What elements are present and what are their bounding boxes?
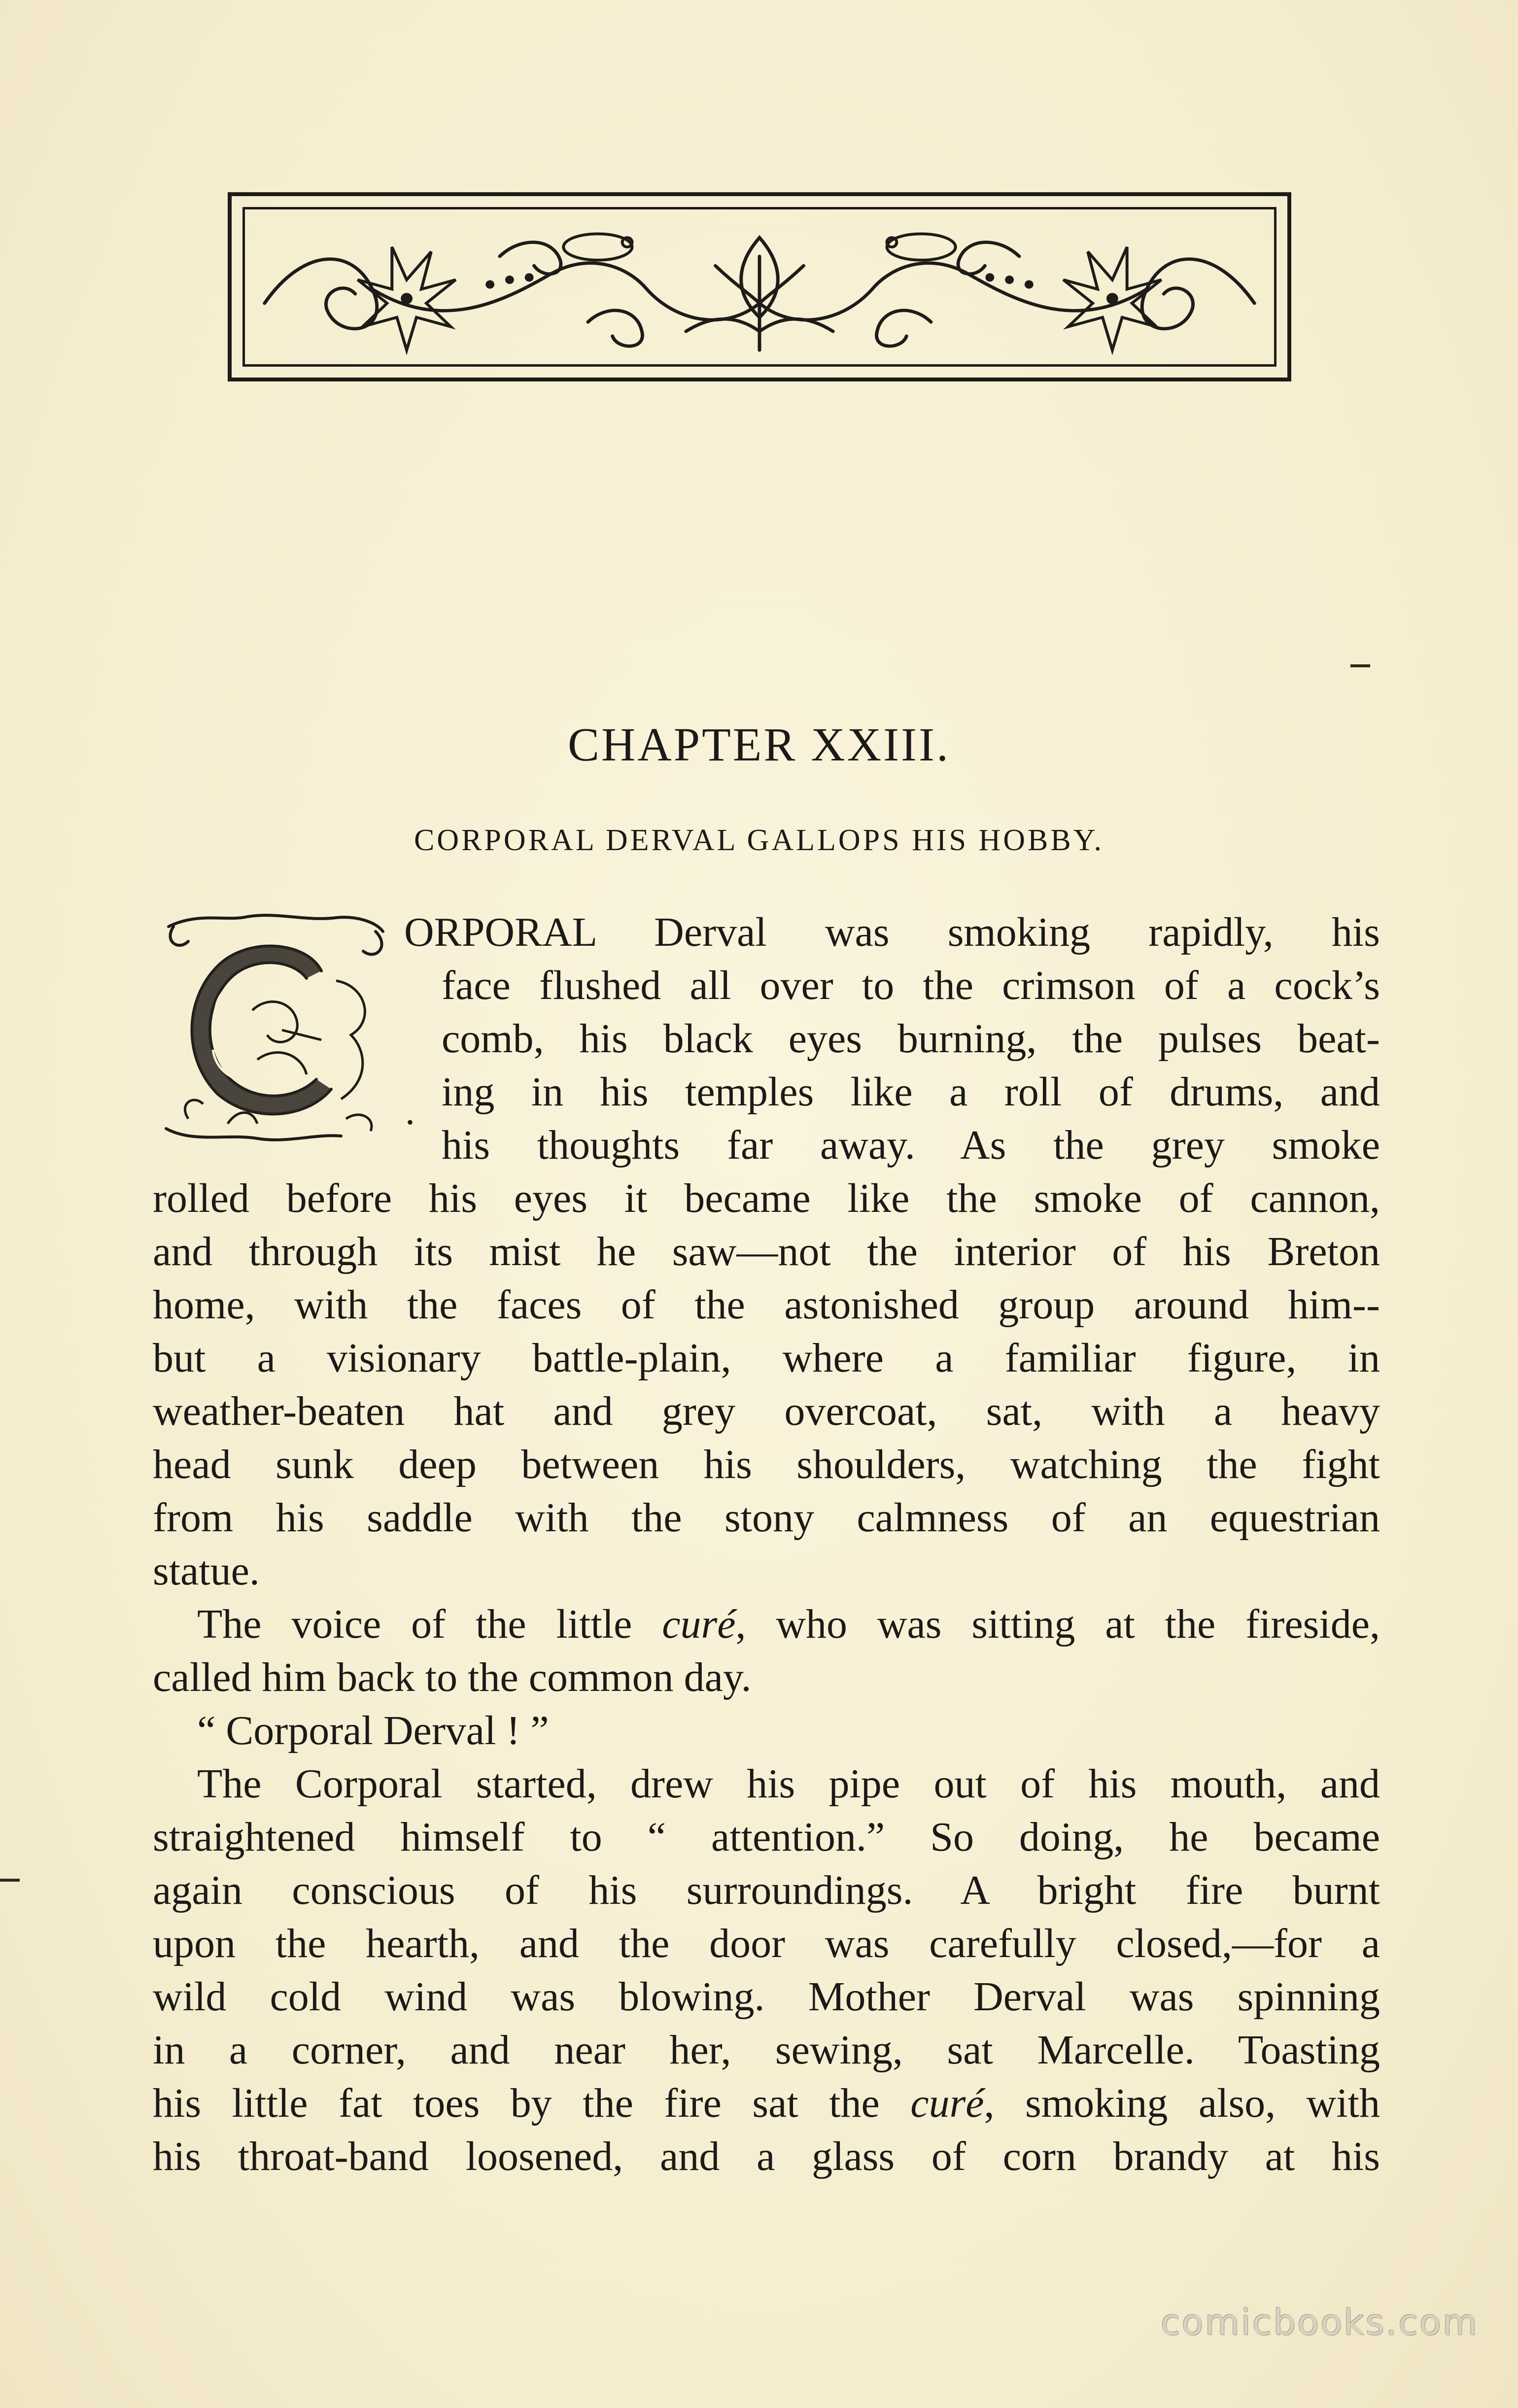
text-line: in a corner, and near her, sewing, sat Marcelle. Toasting [153, 2027, 1380, 2073]
text-line: weather-beaten hat and grey overcoat, sat, with a heavy [153, 1388, 1380, 1434]
stray-mark: . [405, 1090, 415, 1133]
floral-scroll-icon [245, 209, 1274, 364]
text-line: upon the hearth, and the door was carefully closed,—for a [153, 1921, 1380, 1966]
margin-mark [1350, 664, 1370, 667]
chapter-head-ornament [228, 192, 1291, 381]
text-line: his throat-band loosened, and a glass of corn brandy at his [153, 2133, 1380, 2179]
text-line: but a visionary battle-plain, where a familiar figure, in [153, 1335, 1380, 1381]
decorated-initial-c [159, 912, 390, 1143]
text-line: his thoughts far away. As the grey smoke [442, 1122, 1380, 1168]
text-line: head sunk deep between his shoulders, watching the fight [153, 1442, 1380, 1487]
text-line: rolled before his eyes it became like the smoke of cannon, [153, 1175, 1380, 1221]
text-line: home, with the faces of the astonished group around him-- [153, 1282, 1380, 1328]
chapter-subtitle: CORPORAL DERVAL GALLOPS HIS HOBBY. [414, 824, 1104, 857]
margin-mark [0, 1879, 20, 1882]
chapter-title: CHAPTER XXIII. [568, 718, 950, 771]
text-line: The voice of the little curé, who was sitting at the fireside, [197, 1601, 1380, 1647]
text-line: comb, his black eyes burning, the pulses beat- [442, 1016, 1380, 1062]
text-line: face flushed all over to the crimson of a cock’s [442, 963, 1380, 1008]
text-line: ORPORAL Derval was smoking rapidly, his [404, 909, 1380, 955]
ornament-panel [242, 207, 1276, 367]
dropcap-c-icon [159, 912, 390, 1143]
text-line: straightened himself to “ attention.” So doing, he became [153, 1814, 1380, 1860]
text-line: called him back to the common day. [153, 1654, 752, 1700]
text-line: “ Corporal Derval ! ” [197, 1708, 549, 1754]
text-line: from his saddle with the stony calmness of an equestrian [153, 1495, 1380, 1541]
text-line: The Corporal started, drew his pipe out of his mouth, and [197, 1761, 1380, 1807]
text-line: his little fat toes by the fire sat the curé, smoking also, with [153, 2080, 1380, 2126]
text-line: wild cold wind was blowing. Mother Derval was spinning [153, 1974, 1380, 2020]
text-line: and through its mist he saw—not the interior of his Breton [153, 1229, 1380, 1274]
text-line: ing in his temples like a roll of drums, and [442, 1069, 1380, 1115]
watermark: comicbooks.com [1160, 2302, 1479, 2343]
text-line: again conscious of his surroundings. A bright fire burnt [153, 1867, 1380, 1913]
text-line: statue. [153, 1548, 260, 1594]
